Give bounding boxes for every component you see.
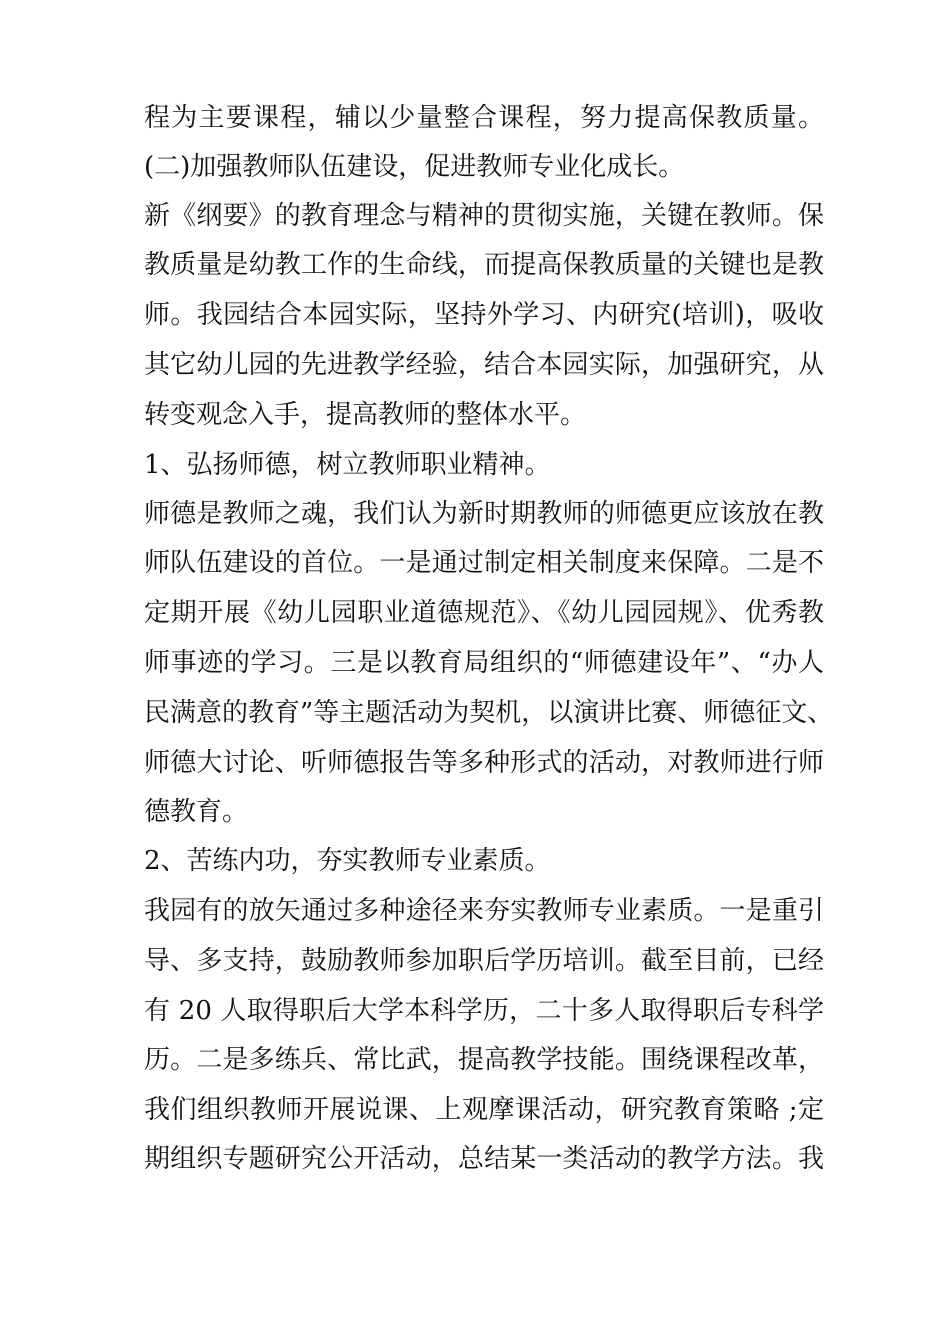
text-line: 其它幼儿园的先进教学经验，结合本园实际，加强研究，从 xyxy=(144,350,824,380)
subsection-heading: 2、苦练内功，夯实教师专业素质。 xyxy=(144,846,551,876)
text-line: 师事迹的学习。三是以教育局组织的“师德建设年”、“办人 xyxy=(144,648,824,678)
text-line: 师德大讨论、听师德报告等多种形式的活动，对教师进行师 xyxy=(144,748,824,778)
text-line: 新《纲要》的教育理念与精神的贯彻实施，关键在教师。保 xyxy=(144,201,824,231)
text-line: 师。我园结合本园实际，坚持外学习、内研究(培训)，吸收 xyxy=(144,300,824,330)
text-line: 有 20 人取得职后大学本科学历，二十多人取得职后专科学 xyxy=(144,996,824,1026)
text-line: 师德是教师之魂，我们认为新时期教师的师德更应该放在教 xyxy=(144,499,824,529)
text-line: 转变观念入手，提高教师的整体水平。 xyxy=(144,400,587,430)
text-line: 期组织专题研究公开活动，总结某一类活动的教学方法。我 xyxy=(144,1144,824,1174)
text-line: 民满意的教育”等主题活动为契机，以演讲比赛、师德征文、 xyxy=(144,698,834,728)
text-line: 导、多支持，鼓励教师参加职后学历培训。截至目前，已经 xyxy=(144,946,824,976)
text-line: 程为主要课程，辅以少量整合课程，努力提高保教质量。 xyxy=(144,103,824,133)
text-line: 德教育。 xyxy=(144,797,249,827)
subsection-heading: 1、弘扬师德，树立教师职业精神。 xyxy=(144,450,551,480)
text-line: 历。二是多练兵、常比武，提高教学技能。围绕课程改革， xyxy=(144,1045,824,1075)
section-heading: (二)加强教师队伍建设，促进教师专业化成长。 xyxy=(144,152,685,182)
text-line: 师队伍建设的首位。一是通过制定相关制度来保障。二是不 xyxy=(144,548,824,578)
text-line: 我园有的放矢通过多种途径来夯实教师专业素质。一是重引 xyxy=(144,896,824,926)
text-line: 我们组织教师开展说课、上观摩课活动，研究教育策略 ;定 xyxy=(144,1095,824,1125)
text-line: 定期开展《幼儿园职业道德规范》、《幼儿园园规》、优秀教 xyxy=(144,598,824,628)
text-line: 教质量是幼教工作的生命线，而提高保教质量的关键也是教 xyxy=(144,250,824,280)
